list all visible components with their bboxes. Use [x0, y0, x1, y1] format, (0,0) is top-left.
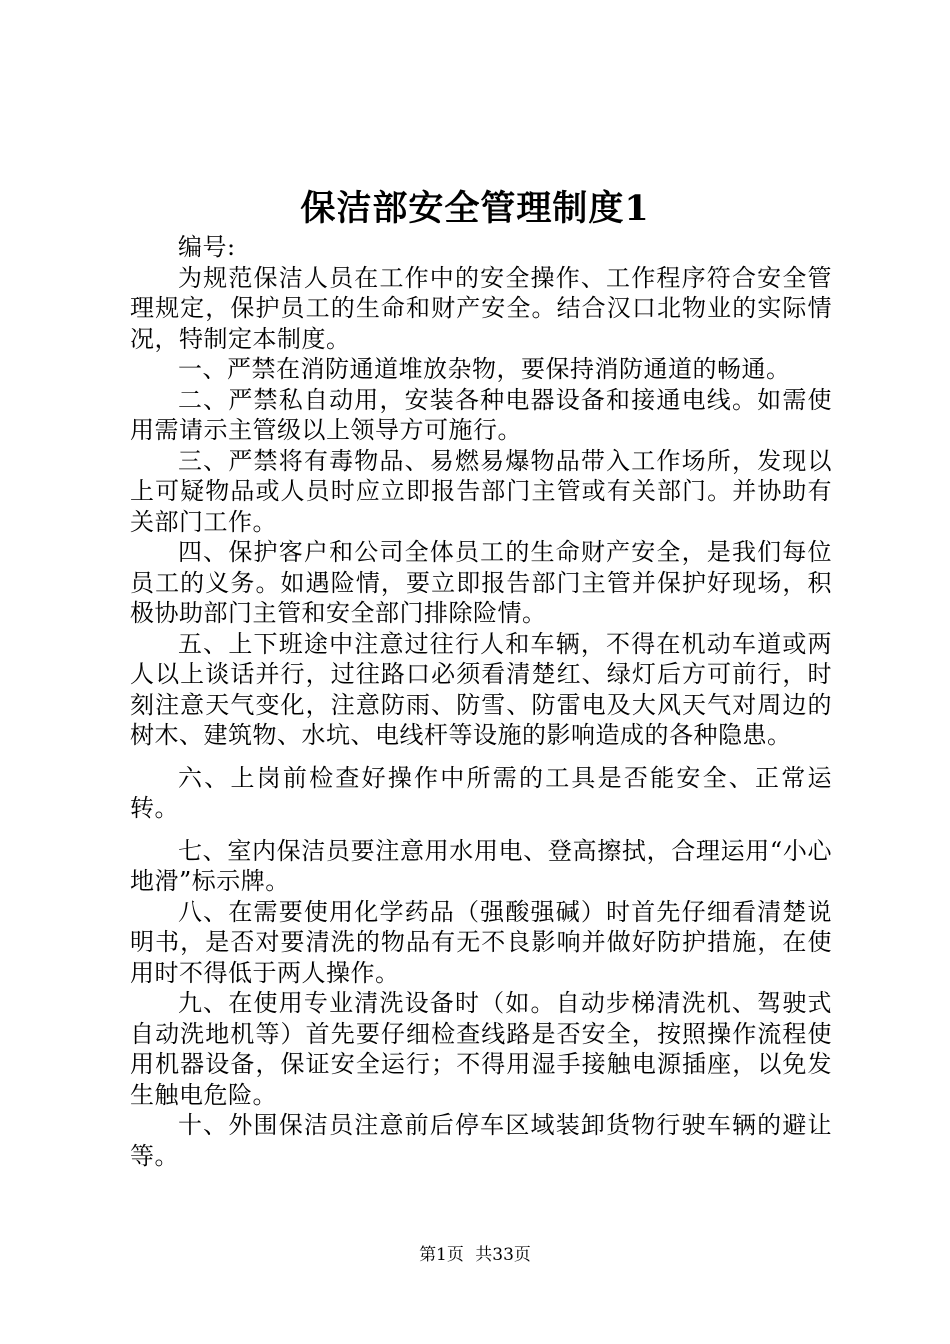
paragraph-rule-1: 一、严禁在消防通道堆放杂物，要保持消防通道的畅通。: [178, 355, 791, 383]
paragraph-rule-8: 八、在需要使用化学药品（强酸强碱）时首先仔细看清楚说明书，是否对要清洗的物品有无不良影响并做好防护措施，在使用时不得低于两人操作。: [130, 897, 832, 987]
paragraph-rule-2: 二、严禁私自动用，安装各种电器设备和接通电线。如需使用需请示主管级以上领导方可施行。: [130, 385, 832, 444]
paragraph-rule-7: 七、室内保洁员要注意用水用电、登高擦拭，合理运用“小心地滑”标示牌。: [130, 836, 832, 895]
paragraph-rule-6: 六、上岗前检查好操作中所需的工具是否能安全、正常运转。: [130, 763, 832, 822]
paragraph-rule-5: 五、上下班途中注意过往行人和车辆，不得在机动车道或两人以上谈话并行，过往路口必须看清楚红、绿灯后方可前行，时刻注意天气变化，注意防雨、防雪、防雷电及大风天气对周边的树木、建筑物、水坑、电线杆等设施的影响造成的各种隐患。: [130, 629, 832, 749]
paragraph-rule-3: 三、严禁将有毒物品、易燃易爆物品带入工作场所，发现以上可疑物品或人员时应立即报告部门主管或有关部门。并协助有关部门工作。: [130, 446, 832, 536]
page-number: 第1页: [419, 1245, 464, 1265]
page-total: 共33页: [475, 1245, 531, 1265]
document-body: [130, 232, 832, 1171]
number-label: 编号:: [178, 233, 236, 261]
paragraph-rule-9: 九、在使用专业清洗设备时（如。自动步梯清洗机、驾驶式自动洗地机等）首先要仔细检查线路是否安全，按照操作流程使用机器设备，保证安全运行；不得用湿手接触电源插座，以免发生触电危险。: [130, 989, 832, 1109]
page-footer: [0, 1243, 950, 1267]
paragraph-rule-10: 十、外围保洁员注意前后停车区域装卸货物行驶车辆的避让等。: [130, 1111, 832, 1170]
paragraph-intro: 为规范保洁人员在工作中的安全操作、工作程序符合安全管理规定，保护员工的生命和财产安全。结合汉口北物业的实际情况，特制定本制度。: [130, 263, 832, 353]
paragraph-rule-4: 四、保护客户和公司全体员工的生命财产安全，是我们每位员工的义务。如遇险情，要立即报告部门主管并保护好现场，积极协助部门主管和安全部门排除险情。: [130, 538, 832, 627]
document-title: 保洁部安全管理制度1: [300, 188, 650, 229]
